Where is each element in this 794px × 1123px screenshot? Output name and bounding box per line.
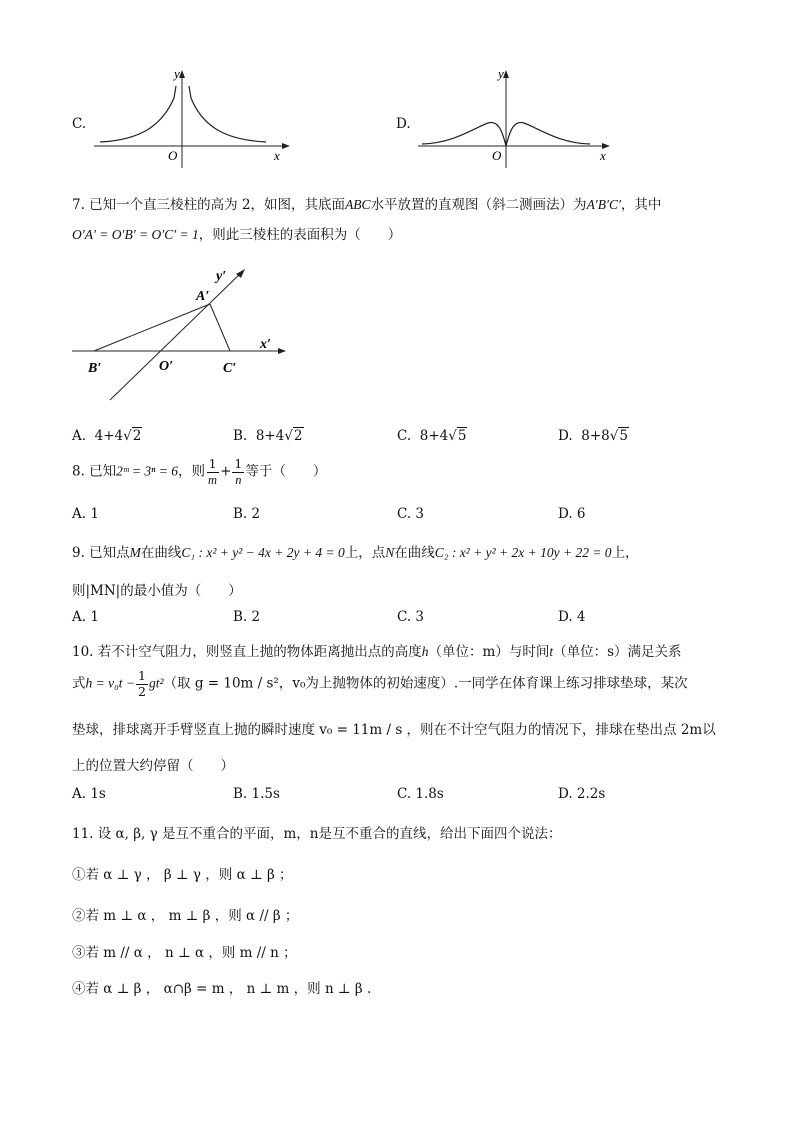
q8-stem: 8. 已知2ᵐ = 3ⁿ = 6，则 $\frac{1}{m}$ + $\frac{1}{n}$ 等于（ ） (72, 456, 327, 487)
origin-label: O (492, 148, 502, 163)
q11-stem: 11. 设 α, β, γ 是互不重合的平面，m，n是互不重合的直线，给出下面四个说法： (72, 826, 562, 842)
y-label: y (174, 68, 180, 81)
curve-right (189, 86, 266, 142)
q10-stem-line2: 式h = v₀t − $\frac{1}{2}$ gt²（取 g = 10m / s²，v₀为上抛物体的初始速度）.一同学在体育课上练习排球垫球，某次 (72, 668, 688, 699)
q8-option-d: D. 6 (558, 506, 586, 522)
q7-option-c: C. 8+4√5 (397, 428, 467, 444)
graph-option-d (414, 68, 614, 168)
x-prime-label: x′ (260, 337, 271, 352)
option-c-label: C. (72, 116, 87, 132)
q9-option-d: D. 4 (558, 609, 586, 625)
y-prime-label: y′ (216, 269, 227, 284)
option-d-label: D. (396, 116, 411, 132)
q9-stem-line2: 则|MN|的最小值为（ ） (72, 583, 242, 599)
point-a-label: A′ (196, 289, 210, 304)
x-label: x (274, 148, 280, 163)
q11-statement-4: ④若 α ⊥ β ， α∩β = m ， n ⊥ m ，则 n ⊥ β . (72, 981, 372, 997)
x-label: x (600, 148, 606, 163)
q7-oblique-figure (66, 262, 296, 402)
point-o-label: O′ (159, 359, 174, 374)
q10-stem-line4: 上的位置大约停留（ ） (72, 758, 234, 774)
q10-option-d: D. 2.2s (558, 786, 606, 802)
q9-option-a: A. 1 (72, 609, 99, 625)
origin-label: O (168, 148, 178, 163)
q8-option-b: B. 2 (233, 506, 261, 522)
q10-option-c: C. 1.8s (397, 786, 444, 802)
q7-option-a: A. 4+4√2 (72, 428, 142, 444)
q8-option-c: C. 3 (397, 506, 425, 522)
q10-option-a: A. 1s (72, 786, 106, 802)
y-label: y (498, 68, 504, 81)
q9-option-b: B. 2 (233, 609, 261, 625)
q8-option-a: A. 1 (72, 506, 99, 522)
q7-stem-line1: 7. 已知一个直三棱柱的高为 2，如图，其底面ABC水平放置的直观图（斜二测画法）为A′B′C′，其中 (72, 197, 662, 213)
q10-stem-line3: 垫球，排球离开手臂竖直上抛的瞬时速度 v₀ = 11m / s ，则在不计空气阻力的情况下，排球在垫出点 2m以 (72, 722, 716, 738)
q10-option-b: B. 1.5s (233, 786, 280, 802)
q7-option-d: D. 8+8√5 (558, 428, 628, 444)
point-c-label: C′ (223, 361, 237, 376)
q11-statement-1: ①若 α ⊥ γ ， β ⊥ γ ，则 α ⊥ β ； (72, 867, 293, 883)
curve-left (100, 86, 176, 142)
q9-stem-line1: 9. 已知点M在曲线C₁ : x² + y² − 4x + 2y + 4 = 0上，点N在曲线C₂ : x² + y² + 2x + 10y + 22 = 0上， (72, 545, 639, 561)
segment-ba (94, 304, 210, 351)
segment-ac (210, 304, 230, 351)
q11-statement-3: ③若 m // α ， n ⊥ α ，则 m // n ； (72, 945, 297, 961)
q9-option-c: C. 3 (397, 609, 425, 625)
graph-option-c (90, 68, 290, 168)
q10-stem-line1: 10. 若不计空气阻力，则竖直上抛的物体距离抛出点的高度h（单位：m）与时间t（单位：s）满足关系 (72, 644, 682, 660)
point-b-label: B′ (88, 361, 102, 376)
q11-statement-2: ②若 m ⊥ α ， m ⊥ β ，则 α // β ； (72, 908, 299, 924)
q7-stem-line2: O′A′ = O′B′ = O′C′ = 1，则此三棱柱的表面积为（ ） (72, 227, 402, 243)
q7-option-b: B. 8+4√2 (233, 428, 303, 444)
